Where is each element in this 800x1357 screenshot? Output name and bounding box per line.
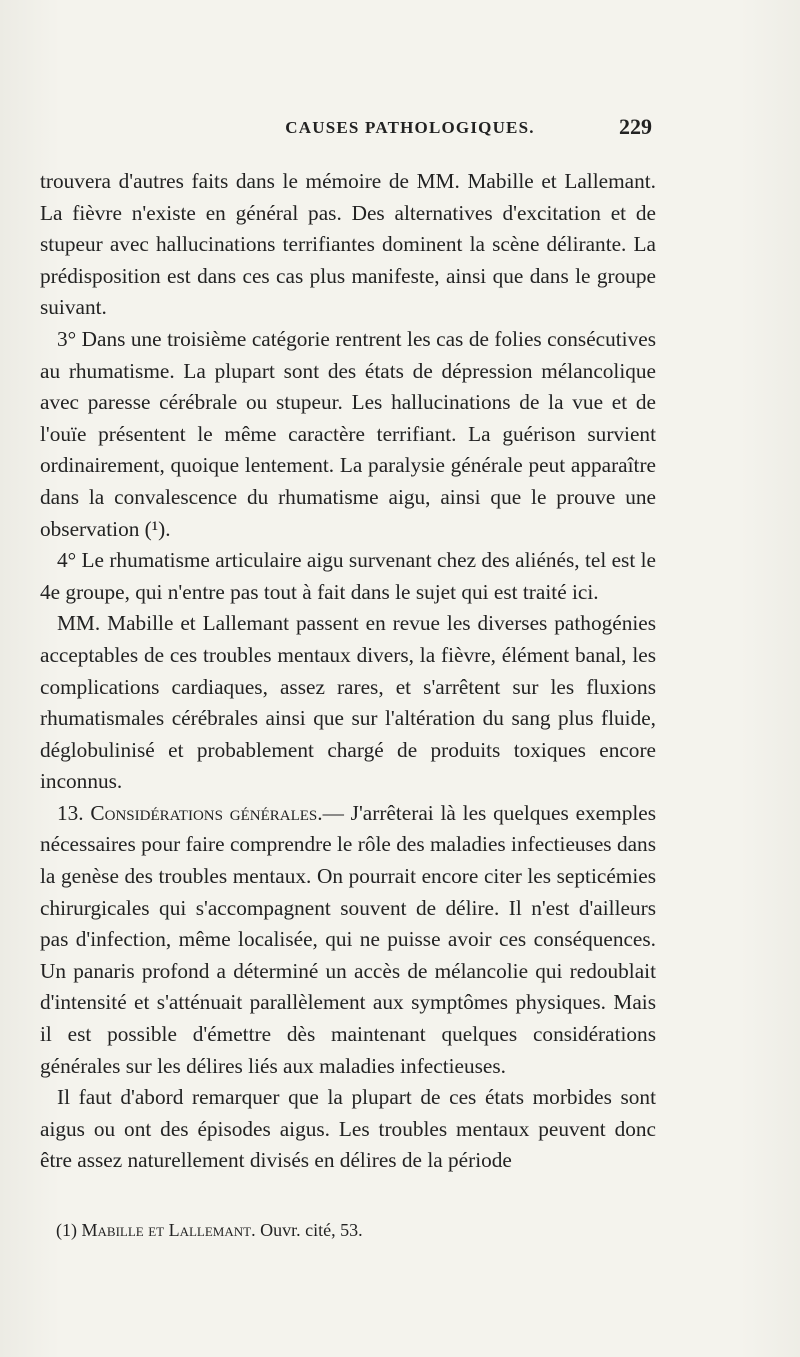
paragraph-pathogenies: MM. Mabille et Lallemant passent en revue les diverses pathogénies acceptables de ces troubles mentaux divers, la fièvre, élément banal, les complications cardiaques, assez rares, et s'arrêtent sur les fluxions rhumatismales cérébrales ainsi que sur l'altération du sang plus fluide, déglobulinisé et probablement chargé de produits toxiques encore inconnus.	[40, 611, 656, 794]
body-text	[40, 166, 656, 1177]
page-number: 229	[619, 114, 652, 139]
paragraph-final: Il faut d'abord remarquer que la plupart de ces états morbides sont aigus ou ont des épisodes aigus. Les troubles mentaux peuvent donc être assez naturellement divisés en délires de la période	[40, 1085, 656, 1173]
footnote	[56, 1218, 363, 1242]
page-header	[40, 116, 780, 146]
section-number: 13.	[57, 800, 84, 825]
paragraph-section-13	[40, 798, 656, 1082]
section-text: — J'arrêterai là les quelques exemples nécessaires pour faire comprendre le rôle des maladies infectieuses dans la genèse des troubles mentaux. On pourrait encore citer les septicémies chirurgicales qui s'accompagnent souvent de délire. Il n'est d'ailleurs pas d'infection, même localisée, qui ne puisse avoir ces conséquences. Un panaris profond a déterminé un accès de mélancolie qui redoublait d'intensité et s'atténuait parallèlement aux symptômes physiques. Mais il est possible d'émettre dès maintenant quelques considérations générales sur les délires liés aux maladies infectieuses.	[40, 800, 657, 1078]
footnote-authors: Mabille et Lallemant.	[81, 1220, 256, 1240]
running-title: CAUSES PATHOLOGIQUES.	[285, 118, 535, 137]
footnote-reference: Ouvr. cité, 53.	[260, 1220, 363, 1240]
paragraph-rheumatism-category: 3° Dans une troisième catégorie rentrent les cas de folies consécutives au rhumatisme. La plupart sont des états de dépression mélancolique avec paresse cérébrale ou stupeur. Les hallucinations de la vue et de l'ouïe présentent le même caractère terrifiant. La guérison survient ordinairement, quoique lentement. La paralysie générale peut apparaître dans la convalescence du rhumatisme aigu, ainsi que le prouve une observation (¹).	[40, 326, 656, 541]
paragraph-continuation: trouvera d'autres faits dans le mémoire de MM. Mabille et Lallemant. La fièvre n'existe en général pas. Des alternatives d'excitation et de stupeur avec hallucinations terrifiantes dominent la scène délirante. La prédisposition est dans ces cas plus manifeste, ainsi que dans le groupe suivant.	[40, 169, 656, 320]
section-heading: Considérations générales.	[90, 800, 323, 825]
footnote-marker: (1)	[56, 1220, 77, 1240]
paragraph-fourth-group: 4° Le rhumatisme articulaire aigu survenant chez des aliénés, tel est le 4e groupe, qui n'entre pas tout à fait dans le sujet qui est traité ici.	[40, 548, 656, 604]
